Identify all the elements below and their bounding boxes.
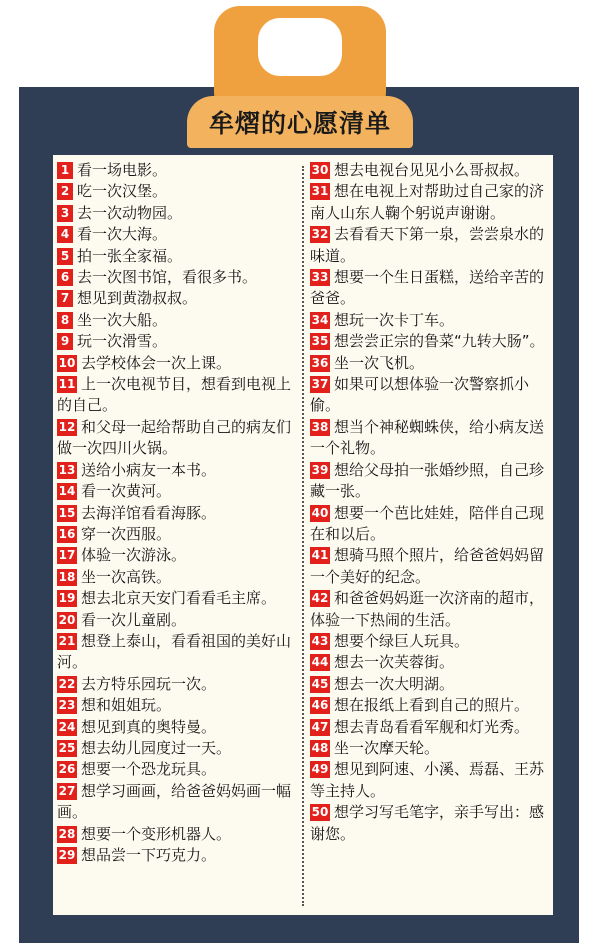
wish-item — [57, 588, 297, 609]
wish-item — [57, 781, 297, 824]
wish-number-badge: 11 — [58, 377, 76, 392]
wish-item — [310, 652, 550, 673]
wish-item — [57, 845, 297, 866]
wish-item — [57, 545, 297, 566]
wish-text: 上一次电视节目，想看到电视上的自己。 — [57, 375, 292, 415]
wish-text: 想去一次大明湖。 — [334, 674, 455, 693]
wish-item — [57, 417, 297, 460]
wish-number-badge: 37 — [311, 377, 329, 392]
wish-item — [57, 288, 297, 309]
wish-number-badge: 19 — [58, 591, 76, 606]
wish-number-badge: 23 — [58, 698, 76, 713]
wish-text: 坐一次飞机。 — [334, 353, 425, 372]
wish-number-badge: 47 — [311, 719, 329, 734]
wish-item — [57, 738, 297, 759]
wish-item — [310, 759, 550, 802]
wish-number-badge: 1 — [57, 162, 73, 179]
wish-text: 看一次大海。 — [77, 225, 168, 244]
wish-text: 去方特乐园玩一次。 — [81, 674, 217, 693]
title-plate — [187, 96, 413, 148]
wish-text: 想和姐姐玩。 — [81, 696, 172, 715]
wish-item — [57, 331, 297, 352]
wish-text: 去一次动物园。 — [77, 203, 183, 222]
page-title: 牟熠的心愿清单 — [208, 109, 391, 138]
wish-list-right-column — [310, 160, 550, 845]
wish-number-badge: 31 — [311, 184, 329, 199]
wish-text: 想给父母拍一张婚纱照，自己珍藏一张。 — [310, 460, 545, 501]
wish-number-badge: 24 — [58, 719, 76, 734]
wish-item — [57, 503, 297, 524]
wish-number-badge: 49 — [311, 762, 329, 777]
wish-number-badge: 28 — [58, 826, 76, 841]
wish-item — [57, 695, 297, 716]
wish-number-badge: 26 — [58, 762, 76, 777]
wish-text: 和爸爸妈妈逛一次济南的超市，体验一下热闹的生活。 — [310, 589, 545, 629]
wish-number-badge: 14 — [58, 484, 76, 499]
wish-number-badge: 22 — [58, 676, 76, 691]
wish-text: 和父母一起给帮助自己的病友们做一次四川火锅。 — [57, 417, 292, 458]
wish-item — [57, 353, 297, 374]
wish-text: 去海洋馆看看海豚。 — [81, 503, 217, 522]
wish-item — [310, 224, 550, 267]
wish-number-badge: 8 — [57, 312, 73, 329]
wish-text: 看一次黄河。 — [81, 482, 172, 501]
wish-number-badge: 20 — [58, 612, 76, 627]
wish-text: 看一次儿童剧。 — [81, 610, 187, 629]
wish-text: 想去北京天安门看看毛主席。 — [81, 589, 277, 608]
wish-text: 想品尝一下巧克力。 — [81, 846, 217, 864]
wish-item — [310, 460, 550, 503]
wish-text: 想去一次芙蓉街。 — [334, 653, 455, 672]
wish-text: 想骑马照个照片，给爸爸妈妈留一个美好的纪念。 — [310, 546, 545, 586]
wish-text: 想学习画画，给爸爸妈妈画一幅画。 — [57, 781, 292, 822]
wish-text: 体验一次游泳。 — [81, 546, 187, 565]
column-divider — [302, 166, 304, 906]
wish-number-badge: 5 — [57, 248, 73, 265]
wish-item — [310, 374, 550, 417]
wish-text: 想要个绿巨人玩具。 — [334, 631, 470, 650]
wish-item — [57, 310, 297, 331]
wish-text: 想见到黄渤叔叔。 — [77, 289, 198, 308]
wish-list-left-column — [57, 160, 297, 866]
wish-number-badge: 42 — [311, 591, 329, 606]
wish-item — [57, 203, 297, 224]
wish-text: 坐一次高铁。 — [81, 567, 172, 586]
wish-item — [310, 545, 550, 588]
wish-item — [310, 331, 550, 352]
wish-number-badge: 40 — [311, 505, 329, 520]
wish-number-badge: 36 — [311, 355, 329, 370]
wish-number-badge: 7 — [57, 290, 73, 307]
wish-item — [57, 181, 297, 202]
wish-text: 想当个神秘蜘蛛侠，给小病友送一个礼物。 — [310, 417, 545, 458]
wish-text: 想去青岛看看军舰和灯光秀。 — [334, 717, 530, 736]
wish-item — [310, 802, 550, 845]
wish-item — [310, 267, 550, 310]
wish-item — [57, 631, 297, 674]
wish-number-badge: 3 — [57, 205, 73, 222]
wish-item — [57, 824, 297, 845]
wish-text: 坐一次摩天轮。 — [334, 738, 440, 757]
wish-item — [57, 717, 297, 738]
wish-number-badge: 13 — [58, 462, 76, 477]
wish-number-badge: 4 — [57, 226, 73, 243]
wish-number-badge: 32 — [311, 227, 329, 242]
wish-number-badge: 30 — [311, 163, 329, 177]
wish-number-badge: 44 — [311, 655, 329, 670]
wish-item — [57, 374, 297, 417]
wish-item — [310, 674, 550, 695]
wish-number-badge: 21 — [58, 633, 76, 648]
wish-text: 想要一个变形机器人。 — [81, 824, 232, 843]
wish-text: 想学习写毛笔字，亲手写出：感谢您。 — [310, 803, 545, 843]
wish-item — [310, 738, 550, 759]
wish-item — [57, 246, 297, 267]
wish-text: 去看看天下第一泉，尝尝泉水的味道。 — [310, 225, 545, 265]
wish-number-badge: 43 — [311, 633, 329, 648]
wish-text: 如果可以想体验一次警察抓小偷。 — [310, 375, 530, 415]
wish-number-badge: 2 — [57, 183, 73, 200]
wish-item — [57, 610, 297, 631]
wish-number-badge: 10 — [58, 355, 76, 370]
wish-item — [310, 695, 550, 716]
wish-text: 想要一个芭比娃娃，陪伴自己现在和以后。 — [310, 503, 545, 543]
wish-item — [57, 567, 297, 588]
wish-item — [310, 310, 550, 331]
wish-text: 想在报纸上看到自己的照片。 — [334, 696, 530, 715]
wish-item — [310, 160, 550, 181]
wish-text: 去一次图书馆，看很多书。 — [77, 268, 258, 287]
wish-item — [310, 353, 550, 374]
clip-hole — [258, 18, 342, 76]
wish-number-badge: 39 — [311, 462, 329, 477]
wish-text: 坐一次大船。 — [77, 310, 168, 329]
wish-text: 想玩一次卡丁车。 — [334, 310, 455, 329]
wish-item — [310, 588, 550, 631]
wish-number-badge: 27 — [58, 783, 76, 798]
wish-number-badge: 29 — [58, 848, 76, 862]
wish-item — [57, 224, 297, 245]
wish-number-badge: 45 — [311, 676, 329, 691]
wish-text: 穿一次西服。 — [81, 524, 172, 543]
wish-number-badge: 41 — [311, 548, 329, 563]
wish-item — [310, 631, 550, 652]
wish-text: 想要一个生日蛋糕，送给辛苦的爸爸。 — [310, 268, 545, 308]
wish-text: 看一场电影。 — [77, 161, 168, 179]
wish-text: 想在电视上对帮助过自己家的济南人山东人鞠个躬说声谢谢。 — [310, 182, 545, 222]
wish-item — [57, 759, 297, 780]
wish-text: 想见到阿速、小溪、焉磊、王苏等主持人。 — [310, 760, 545, 800]
wish-item — [310, 181, 550, 224]
wish-number-badge: 33 — [311, 270, 329, 285]
wish-text: 玩一次滑雪。 — [77, 332, 168, 351]
wish-item — [57, 160, 297, 181]
wish-item — [310, 503, 550, 546]
wish-number-badge: 25 — [58, 740, 76, 755]
wish-text: 想见到真的奥特曼。 — [81, 717, 217, 736]
wish-text: 想去电视台见见小么哥叔叔。 — [334, 161, 530, 179]
wish-item — [310, 717, 550, 738]
wish-text: 想去幼儿园度过一天。 — [81, 738, 232, 757]
wish-number-badge: 15 — [58, 505, 76, 520]
wish-item — [57, 481, 297, 502]
wish-number-badge: 35 — [311, 334, 329, 349]
wish-number-badge: 16 — [58, 526, 76, 541]
wish-number-badge: 18 — [58, 569, 76, 584]
wish-item — [57, 267, 297, 288]
wish-text: 想要一个恐龙玩具。 — [81, 760, 217, 779]
wish-item — [57, 674, 297, 695]
wish-item — [310, 417, 550, 460]
wish-number-badge: 6 — [57, 269, 73, 286]
wish-text: 去学校体会一次上课。 — [81, 353, 232, 372]
wish-number-badge: 48 — [311, 740, 329, 755]
wish-item — [57, 460, 297, 481]
wish-number-badge: 46 — [311, 698, 329, 713]
wish-item — [57, 524, 297, 545]
wish-number-badge: 38 — [311, 419, 329, 434]
wish-number-badge: 17 — [58, 548, 76, 563]
wish-text: 吃一次汉堡。 — [77, 182, 168, 201]
wish-text: 拍一张全家福。 — [77, 246, 183, 265]
wish-text: 想尝尝正宗的鲁菜“九转大肠”。 — [334, 332, 545, 351]
wish-number-badge: 12 — [58, 419, 76, 434]
wish-number-badge: 50 — [311, 805, 329, 820]
wish-number-badge: 9 — [57, 333, 73, 350]
wish-text: 想登上泰山，看看祖国的美好山河。 — [57, 631, 292, 672]
wish-number-badge: 34 — [311, 312, 329, 327]
wish-text: 送给小病友一本书。 — [81, 460, 217, 479]
